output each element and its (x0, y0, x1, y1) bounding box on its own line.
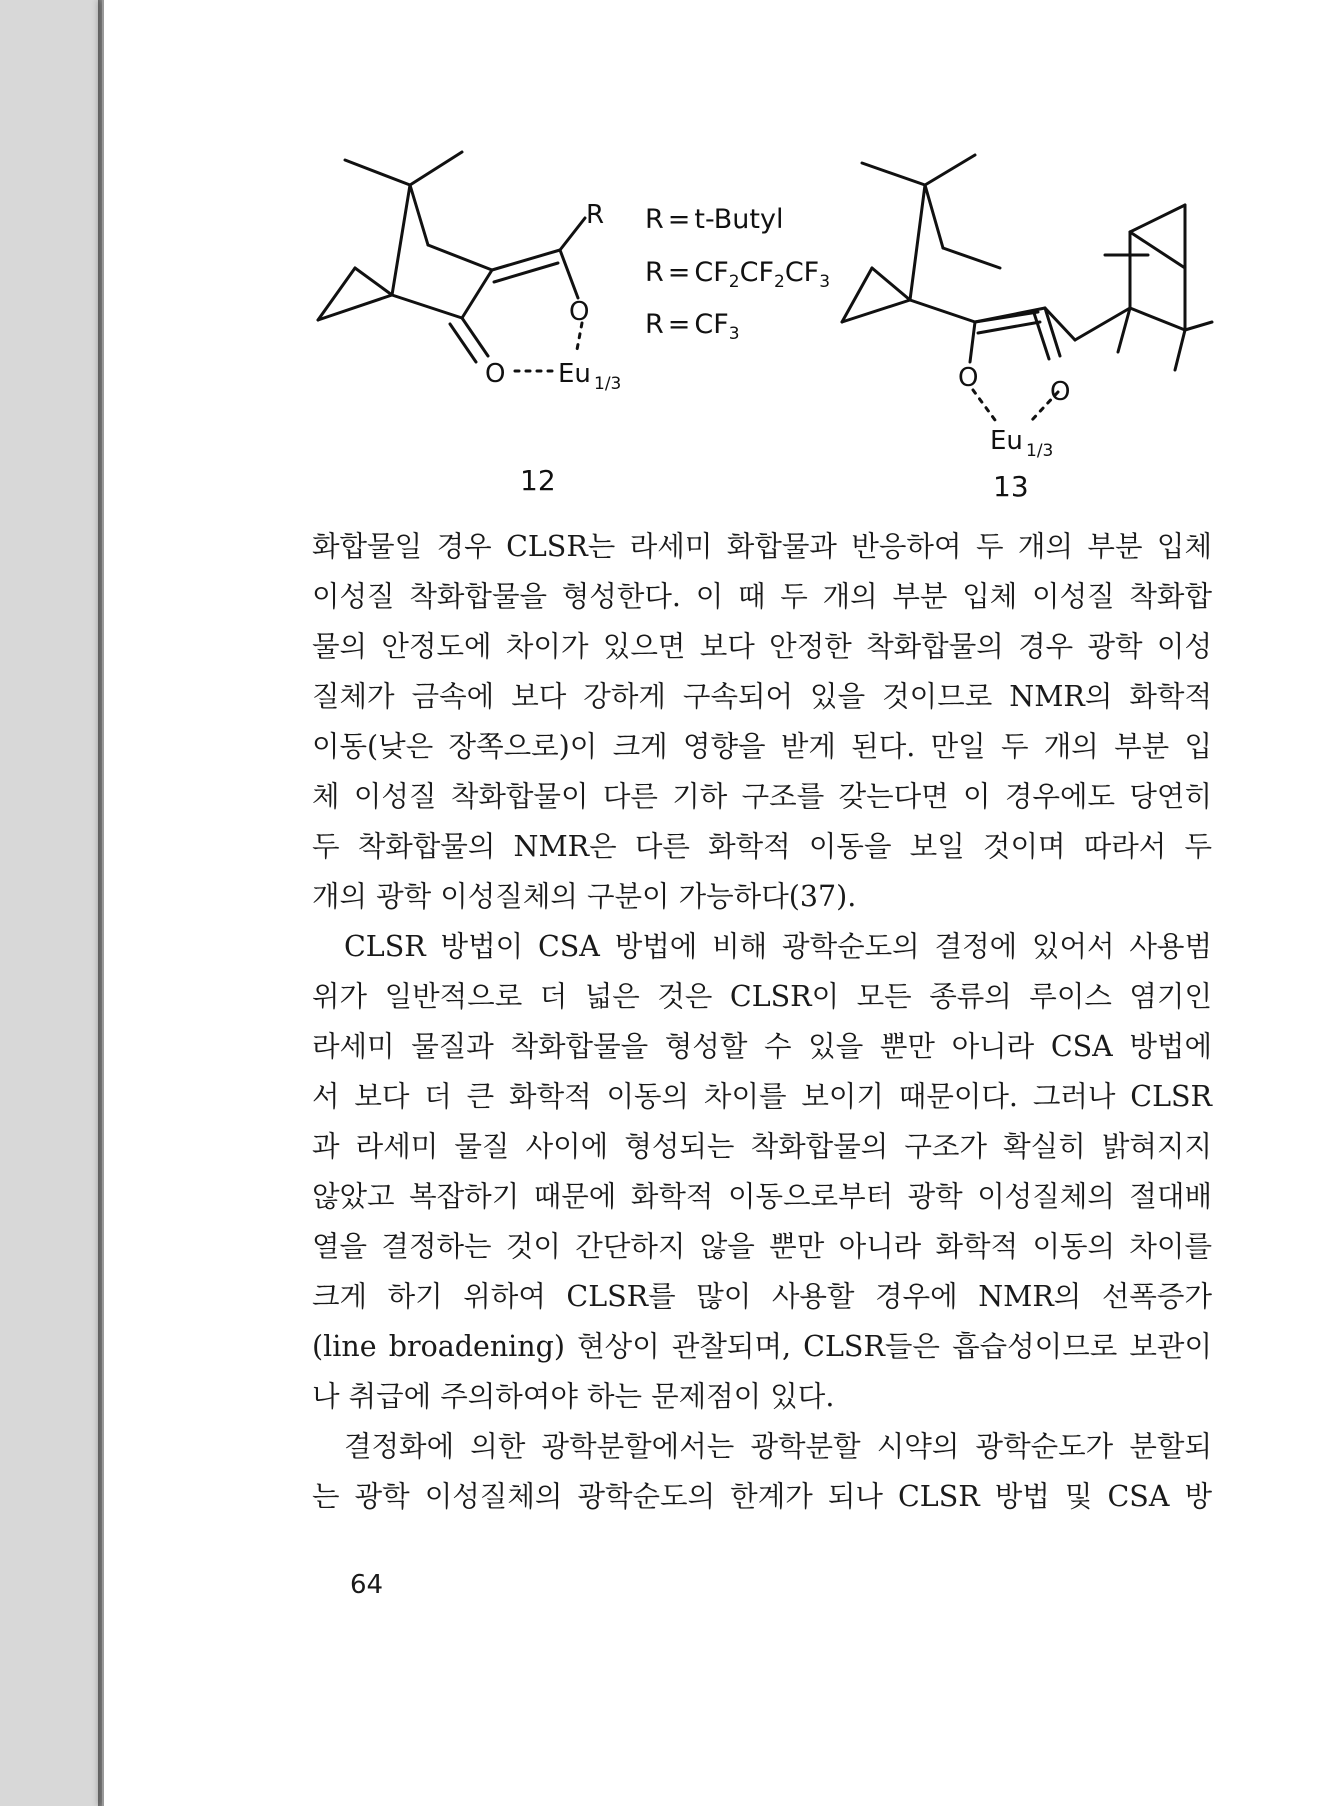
text-line: (line broadening) 현상이 관찰되며, CLSR들은 흡습성이므로 보관이 (312, 1330, 1212, 1363)
text-line: 이성질 착화합물을 형성한다. 이 때 두 개의 부분 입체 이성질 착화합 (312, 580, 1212, 613)
text-line: 물의 안정도에 차이가 있으면 보다 안정한 착화합물의 경우 광학 이성 (312, 630, 1212, 663)
text-line: 라세미 물질과 착화합물을 형성할 수 있을 뿐만 아니라 CSA 방법에 (312, 1030, 1212, 1063)
compound-12-number: 12 (520, 464, 556, 497)
body-text (312, 522, 1212, 1522)
r-group-list (645, 204, 830, 344)
text-line: 체 이성질 착화합물이 다른 기하 구조를 갖는다면 이 경우에도 당연히 (312, 780, 1212, 813)
compound-13-number: 13 (993, 470, 1029, 503)
text-line: 는 광학 이성질체의 광학순도의 한계가 되나 CLSR 방법 및 CSA 방 (312, 1480, 1212, 1513)
compound-13-left-oxygen-label: O (958, 363, 979, 393)
compound-13-metal-subscript: 1/3 (1026, 441, 1054, 461)
text-line: 열을 결정하는 것이 간단하지 않을 뿐만 아니라 화학적 이동의 차이를 (312, 1230, 1212, 1263)
text-line: 결정화에 의한 광학분할에서는 광학분할 시약의 광학순도가 분할되 (344, 1430, 1212, 1463)
text-line: 개의 광학 이성질체의 구분이 가능하다(37). (312, 880, 857, 913)
text-line: 서 보다 더 큰 화학적 이동의 차이를 보이기 때문이다. 그러나 CLSR (312, 1080, 1212, 1113)
compound-12-oxygen-label: O (569, 297, 590, 327)
chemical-structure-figure (0, 0, 1318, 520)
r-group-2: $R = CF_2CF_2CF_3$ (645, 257, 831, 292)
text-line: 두 착화합물의 NMR은 다른 화학적 이동을 보일 것이며 따라서 두 (312, 830, 1212, 863)
text-line: CLSR 방법이 CSA 방법에 비해 광학순도의 결정에 있어서 사용범 (344, 930, 1212, 963)
compound-13-metal-label: Eu (990, 426, 1023, 456)
compound-12-structure (318, 152, 621, 497)
text-line: 않았고 복잡하기 때문에 화학적 이동으로부터 광학 이성질체의 절대배 (312, 1180, 1212, 1213)
paragraph-3 (312, 1422, 1212, 1522)
page-number: 64 (350, 1570, 384, 1600)
text-line: 과 라세미 물질 사이에 형성되는 착화합물의 구조가 확실히 밝혀지지 (312, 1130, 1212, 1163)
compound-12-carbonyl-oxygen-label: O (485, 359, 506, 389)
text-line: 이동(낮은 장쪽으로)이 크게 영향을 받게 된다. 만일 두 개의 부분 입 (312, 730, 1212, 763)
compound-13-right-oxygen-label: O (1050, 377, 1071, 407)
compound-12-metal-subscript: 1/3 (594, 374, 622, 394)
paragraph-1 (312, 522, 1212, 922)
text-line: 질체가 금속에 보다 강하게 구속되어 있을 것이므로 NMR의 화학적 (312, 680, 1212, 713)
r-group-3: $R = CF_3$ (645, 309, 740, 344)
text-line: 위가 일반적으로 더 넓은 것은 CLSR이 모든 종류의 루이스 염기인 (312, 980, 1212, 1013)
text-line: 나 취급에 주의하여야 하는 문제점이 있다. (312, 1380, 835, 1413)
compound-12-r-label: R (586, 200, 605, 230)
r-group-1: R = t-Butyl (645, 204, 784, 235)
compound-13-structure (842, 155, 1212, 503)
compound-12-metal-label: Eu (558, 359, 591, 389)
text-line: 크게 하기 위하여 CLSR를 많이 사용할 경우에 NMR의 선폭증가 (312, 1280, 1212, 1313)
text-line: 화합물일 경우 CLSR는 라세미 화합물과 반응하여 두 개의 부분 입체 (312, 530, 1212, 563)
paragraph-2 (312, 922, 1212, 1422)
